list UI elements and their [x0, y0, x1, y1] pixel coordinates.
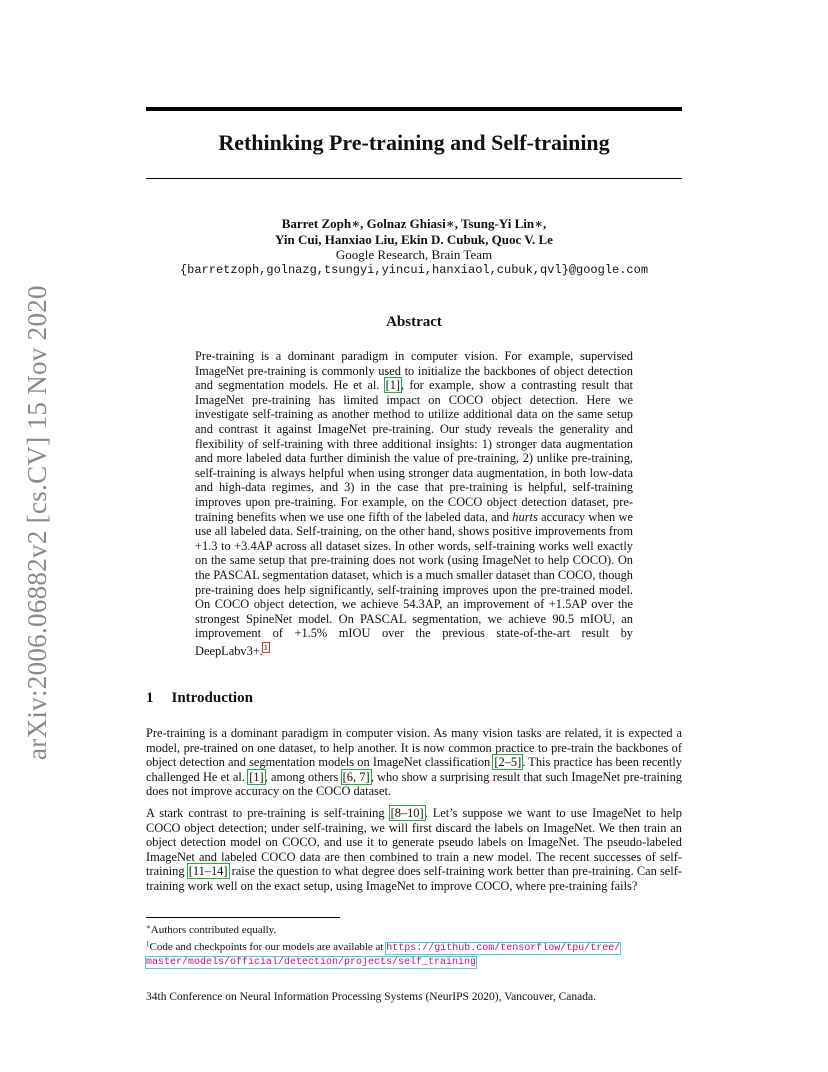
- footnotes: [146, 921, 682, 970]
- citation-link[interactable]: [1]: [385, 378, 401, 393]
- text-run: Pre-training is a dominant paradigm in computer vision. As many vision tasks are related, it is expected a model, pre-trained on one dataset, to help another. It is now common practice to pre-train the backbones of object detection and segmentation models on ImageNet classification: [146, 726, 682, 770]
- footnote-separator: [146, 917, 340, 918]
- title-top-rule: [146, 107, 682, 111]
- citation-link[interactable]: [2–5]: [494, 755, 522, 770]
- footnote-mark: ∗: [146, 923, 151, 931]
- footnote-text: Authors contributed equally.: [150, 924, 277, 936]
- authors-line-1: Barret Zoph∗, Golnaz Ghiasi∗, Tsung-Yi Lin∗,: [281, 216, 547, 231]
- footnote-mark: 1: [146, 939, 150, 948]
- citation-link[interactable]: [11–14]: [188, 864, 228, 879]
- author-emails: {barretzoph,golnazg,tsungyi,yincui,hanxiaol,cubuk,qvl}@google.com: [179, 262, 649, 277]
- footnote-code: [146, 938, 682, 970]
- citation-link[interactable]: [6, 7]: [342, 769, 370, 784]
- section-number: 1: [146, 690, 154, 706]
- footnote-text: Code and checkpoints for our models are available at: [149, 940, 387, 953]
- section-title: Introduction: [171, 690, 253, 706]
- abstract-emphasis: hurts: [512, 509, 538, 524]
- abstract-text: [195, 349, 633, 658]
- text-run: raise the question to what degree does self-training work better than pre-training. Can self-training work well on the exact setup, using ImageNet to improve COCO, where pre-training fails?: [146, 864, 683, 893]
- authors-line-2: Yin Cui, Hanxiao Liu, Ekin D. Cubuk, Quoc V. Le: [275, 231, 553, 247]
- text-run: , who show a surprising result that such ImageNet pre-training does not improve accuracy on the COCO dataset.: [146, 769, 682, 799]
- affiliation: Google Research, Brain Team: [335, 247, 493, 262]
- author-block: [146, 216, 682, 278]
- code-url-link-continued[interactable]: master/models/official/detection/projects/self_training: [146, 957, 477, 968]
- code-url-link[interactable]: https://github.com/tensorflow/tpu/tree/: [386, 942, 621, 954]
- abstract-heading: Abstract: [386, 314, 442, 330]
- footnote-ref-link[interactable]: 1: [263, 642, 268, 652]
- text-run: , among others: [264, 769, 342, 784]
- intro-paragraph-2: [146, 806, 682, 894]
- intro-paragraph-1: [146, 726, 682, 799]
- citation-link[interactable]: [1]: [249, 769, 264, 784]
- text-run: . Let’s suppose we want to use ImageNet to help COCO object detection; under self-training, we will first discard the labels on ImageNet. We then train an object detection model on COCO, and use it to generate pseudo labels on ImageNet. The pseudo-labeled ImageNet and labeled COCO data are then combined to train a new model. The recent successes of self-training: [146, 806, 682, 879]
- conference-venue: 34th Conference on Neural Information Processing Systems (NeurIPS 2020), Vancouver, Canada.: [146, 991, 596, 1003]
- text-run: . This practice has been recently challenged He et al.: [146, 755, 682, 784]
- section-heading: [146, 690, 253, 707]
- abstract-text-a: Pre-training is a dominant paradigm in computer vision. For example, supervised ImageNet pre-training is commonly used to initialize the backbones of object detection and segmentation models. He et al.: [195, 349, 633, 393]
- title-bottom-rule: [146, 178, 682, 179]
- footnote-equal-contribution: [146, 921, 682, 938]
- citation-link[interactable]: [8–10]: [390, 806, 424, 820]
- text-run: A stark contrast to pre-training is self-training: [146, 806, 390, 820]
- paper-title: Rethinking Pre-training and Self-training: [218, 130, 610, 155]
- abstract-text-b: , for example, show a contrasting result that ImageNet pre-training has limited impact on COCO object detection. Here we investigate self-training as another method to utilize additional data on the same setup and contrast it against ImageNet pre-training. Our study reveals the generality and flexibility of self-training with three additional insights: 1) stronger data augmentation and more labeled data further diminish the value of pre-training, 2) unlike pre-training, self-training is always helpful when using stronger data augmentation, in both low-data and high-data regimes, and 3) in the case that pre-training is helpful, self-training improves upon pre-training. For example, on the COCO object detection dataset, pre-training benefits when we use one fifth of the labeled data, and: [195, 378, 633, 524]
- abstract-text-c: accuracy when we use all labeled data. Self-training, on the other hand, shows positive improvements from +1.3 to +3.4AP across all dataset sizes. In other words, self-training works well exactly on the same setup that pre-training does not work (using ImageNet to help COCO). On the PASCAL segmentation dataset, which is a much smaller dataset than COCO, though pre-training does help significantly, self-training improves upon the pre-trained model. On COCO object detection, we achieve 54.3AP, an improvement of +1.5AP over the strongest SpineNet model. On PASCAL segmentation, we achieve 90.5 mIOU, an improvement of +1.5% mIOU over the previous state-of-the-art result by DeepLabv3+.: [195, 509, 633, 658]
- arxiv-side-identifier: arXiv:2006.06882v2 [cs.CV] 15 Nov 2020: [22, 285, 52, 760]
